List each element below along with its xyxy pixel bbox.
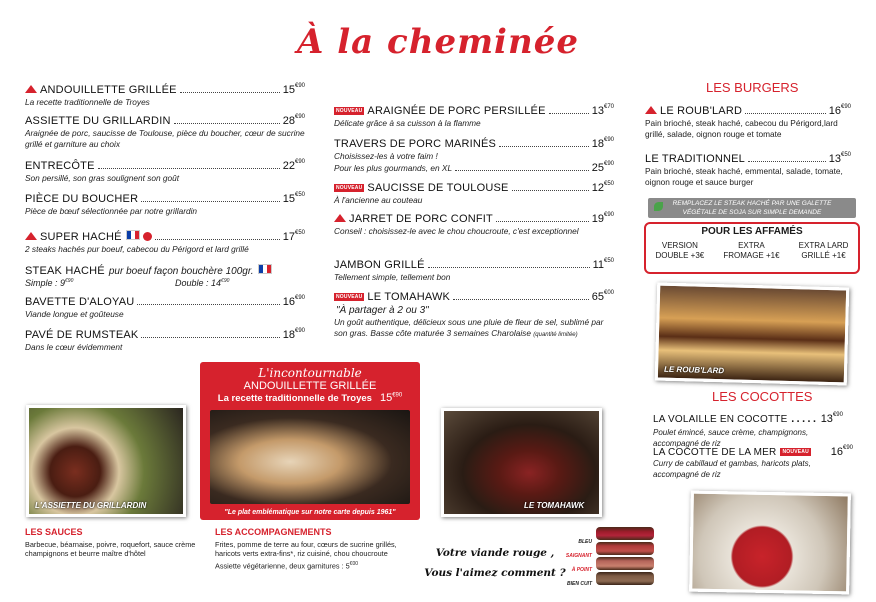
menu-item-super-hache: SUPER HACHÉ $17^{€50}$ 2 steaks hachés pur boeuf, cabecou du Périgord et lard grillé — [25, 230, 305, 254]
menu-item-steak-hache: STEAK HACHÉ pur boeuf façon bouchère 100gr. Simple : $9^{€90}$ Double : $14^{€90}$ — [25, 264, 305, 288]
menu-item-cocotte-mer: LA COCOTTE DE LA MER NOUVEAU $16^{€90}$ Curry de cabillaud et gambas, haricots plats, accompagné de riz — [653, 445, 853, 479]
menu-item-volaille: LA VOLAILLE EN COCOTTE ..... $13^{€90}$ Poulet émincé, sauce crème, champignons, accompagné de riz — [653, 409, 843, 448]
sauces-section: LES SAUCES Barbecue, béarnaise, poivre, roquefort, sauce crème champignons et beurre maître d'hôtel — [25, 527, 196, 558]
affames-option: EXTRA LARD GRILLÉ +1€ — [798, 241, 849, 260]
cocottes-title: LES COCOTTES — [712, 389, 813, 404]
cuisson-question: Votre viande rouge , Vous l'aimez comment ? — [424, 547, 566, 579]
red-triangle-icon — [25, 85, 37, 93]
nouveau-badge: NOUVEAU — [782, 449, 809, 455]
menu-item-assiette: ASSIETTE DU GRILLARDIN $28^{€90}$ Araignée de porc, saucisse de Toulouse, pièce du boucher, cœur de sucrine grillé et garniture au choix — [25, 114, 305, 149]
red-triangle-icon — [334, 214, 346, 222]
steak-simple-price: Simple : $9^{€90}$ — [25, 278, 74, 288]
french-flag-icon — [258, 264, 272, 274]
menu-item-andouillette: ANDOUILLETTE GRILLÉE $15^{€90}$ La recette traditionnelle de Troyes — [25, 83, 305, 107]
tomahawk-photo: LE TOMAHAWK — [441, 408, 602, 517]
accompagnements-section: LES ACCOMPAGNEMENTS Frites, pomme de terre au four, cœurs de sucrine grillés, haricots verts extra-fins*, riz cuisiné, chou choucroute Assiette végétarienne, deux garnitures : $5^{€00}$ — [215, 527, 397, 571]
steak-double-price: Double : $14^{€90}$ — [175, 278, 230, 288]
price: $15^{€90}$ — [282, 83, 305, 96]
french-flag-icon — [126, 230, 140, 240]
andouillette-photo — [210, 410, 410, 504]
steak-cuts-image — [596, 527, 654, 589]
page-title: À la cheminée — [297, 22, 579, 62]
seal-icon — [143, 232, 152, 241]
menu-item-saucisse: NOUVEAU SAUCISSE DE TOULOUSE $12^{€50}$ À l'ancienne au couteau — [334, 181, 614, 205]
menu-item-jarret: JARRET DE PORC CONFIT $19^{€90}$ Conseil : choisissez-le avec le chou choucroute, c'est exceptionnel — [334, 212, 614, 236]
veggie-banner: REMPLACEZ LE STEAK HACHÉ PAR UNE GALETTE VÉGÉTALE DE SOJA SUR SIMPLE DEMANDE — [648, 198, 856, 218]
menu-item-entrecote: ENTRECÔTE $22^{€90}$ Son persillé, son gras soulignent son goût — [25, 159, 305, 183]
menu-item-tomahawk: NOUVEAU LE TOMAHAWK $65^{€00}$ "À partager à 2 ou 3" Un goût authentique, délicieux sous une pluie de fleur de sel, sublimé par son gras. Basse côte maturée 3 semaines Charolaise (quantité limitée) — [334, 290, 614, 338]
nouveau-badge: NOUVEAU — [336, 108, 363, 114]
nouveau-badge: NOUVEAU — [336, 294, 363, 300]
assiette-photo: L'ASSIETTE DU GRILLARDIN — [26, 405, 186, 517]
cuisson-levels: BLEU SAIGNANT À POINT BIEN CUIT — [565, 539, 592, 587]
promo-card: L'incontournable ANDOUILLETTE GRILLÉE La recette traditionnelle de Troyes $15^{€90}$ "Le plat emblématique sur notre carte depuis 1961" — [200, 362, 420, 520]
cocotte-photo — [689, 491, 851, 595]
burger-photo: LE ROUB'LARD — [655, 283, 849, 386]
affames-option: EXTRA FROMAGE +1€ — [723, 241, 780, 260]
nouveau-badge: NOUVEAU — [336, 185, 363, 191]
red-triangle-icon — [25, 232, 37, 240]
menu-item-piece-boucher: PIÈCE DU BOUCHER $15^{€50}$ Pièce de bœuf sélectionnée par notre grillardin — [25, 192, 305, 216]
red-triangle-icon — [645, 106, 657, 114]
burgers-title: LES BURGERS — [706, 80, 799, 95]
promo-price: $15^{€90}$ — [379, 392, 403, 404]
menu-item-bavette: BAVETTE D'ALOYAU $16^{€90}$ Viande longue et goûteuse — [25, 295, 305, 319]
menu-item-jambon: JAMBON GRILLÉ $11^{€50}$ Tellement simple, tellement bon — [334, 258, 614, 282]
affames-option: VERSION DOUBLE +3€ — [655, 241, 705, 260]
menu-item-traditionnel: LE TRADITIONNEL $13^{€50}$ Pain brioché, steak haché, emmental, salade, tomate, oignon rouge et sauce burger — [645, 152, 851, 187]
menu-item-araignee: NOUVEAU ARAIGNÉE DE PORC PERSILLÉE $13^{€70}$ Délicate grâce à sa cuisson à la flamme — [334, 104, 614, 128]
menu-item-roublard: LE ROUB'LARD $16^{€90}$ Pain brioché, steak haché, cabecou du Périgord,lard grillé, salade, oignon rouge et tomate — [645, 104, 851, 139]
menu-item-rumsteak: PAVÉ DE RUMSTEAK $18^{€90}$ Dans le cœur évidemment — [25, 328, 305, 352]
leaf-icon — [654, 202, 663, 211]
affames-box: POUR LES AFFAMÉS VERSION DOUBLE +3€ EXTRA FROMAGE +1€ EXTRA LARD GRILLÉ +1€ — [644, 222, 860, 274]
menu-item-travers: TRAVERS DE PORC MARINÉS $18^{€90}$ Choisissez-les à votre faim ! Pour les plus gourmands, en XL $25^{€90}$ — [334, 137, 614, 174]
